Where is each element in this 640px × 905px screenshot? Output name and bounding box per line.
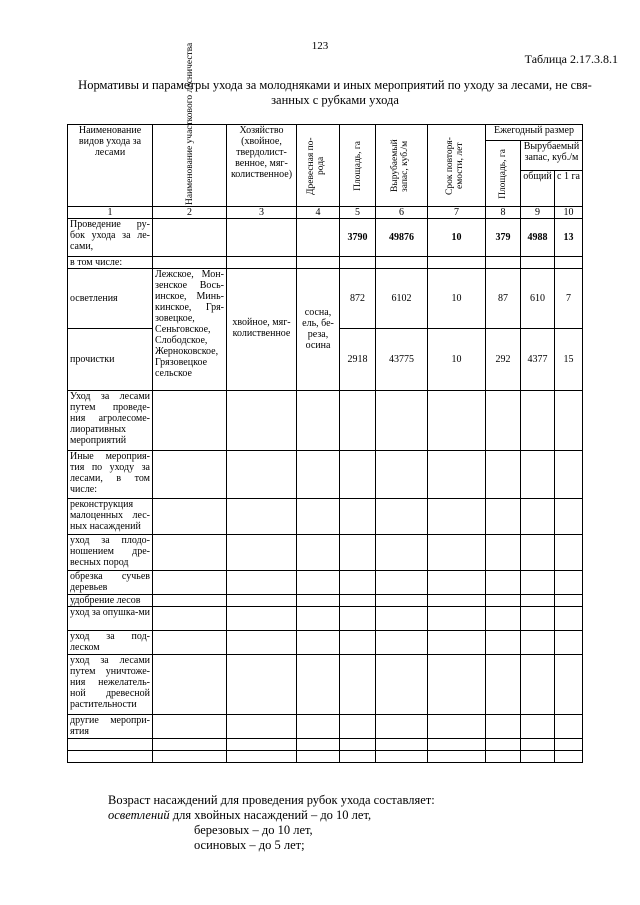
- cell-period: 10: [428, 329, 486, 391]
- cell-yearly-area: 87: [486, 269, 521, 329]
- cell-area: 872: [340, 269, 376, 329]
- cell-yearly-area: 292: [486, 329, 521, 391]
- table-row: [68, 751, 583, 763]
- row-name: удобрение лесов: [68, 595, 153, 607]
- row-name: прочистки: [68, 329, 153, 391]
- header-col8: Площадь, га: [498, 148, 508, 199]
- household-cell: хвойное, мяг-колиственное: [227, 269, 297, 391]
- table-row: [68, 607, 583, 631]
- table-title: [70, 78, 600, 108]
- table-row: [68, 535, 583, 571]
- colnum-9: 9: [521, 207, 555, 219]
- row-name: Уход за лесами путем проведе-ния агролесоме-лиоративных мероприятий: [68, 391, 153, 451]
- cell-yearly-total: 4377: [521, 329, 555, 391]
- table-row: [68, 257, 583, 269]
- row-name: реконструкция малоценных лес-ных насаждений: [68, 499, 153, 535]
- row-name: уход за опушка-ми: [68, 607, 153, 631]
- footer-italic-term: осветлений: [108, 808, 170, 822]
- table-row: [68, 739, 583, 751]
- colnum-8: 8: [486, 207, 521, 219]
- table-row: [68, 219, 583, 257]
- footer-line-2: [108, 808, 435, 823]
- cell-period: 10: [428, 269, 486, 329]
- cell-yearly-area: 379: [486, 219, 521, 257]
- table-row: [68, 391, 583, 451]
- cell-yearly-per-ha: 15: [555, 329, 583, 391]
- header-col1: Наименование видов ухода за лесами: [68, 125, 153, 207]
- cell-yearly-total: 610: [521, 269, 555, 329]
- row-name: уход за лесами путем уничтоже-ния нежелатель-ной древесной растительности: [68, 655, 153, 715]
- table-row: [68, 655, 583, 715]
- cell-stock: 49876: [376, 219, 428, 257]
- forestries-cell: Лежское, Мон-зенское Вось-инское, Минь-кинское, Гря-зовецкое, Сеньговское, Слободское, Жерноковское, Грязовецкое сельское: [153, 269, 227, 391]
- table-row: [68, 451, 583, 499]
- title-line-1: Нормативы и параметры ухода за молодняками и иных мероприятий по уходу за лесами, не свя-: [78, 78, 592, 92]
- header-col9: общий: [521, 171, 555, 207]
- header-annual: Ежегодный размер: [486, 125, 583, 141]
- colnum-2: 2: [153, 207, 227, 219]
- table-row: [68, 595, 583, 607]
- header-col6: Вырубаемый запас, куб./м: [389, 139, 410, 192]
- colnum-10: 10: [555, 207, 583, 219]
- colnum-5: 5: [340, 207, 376, 219]
- cell-area: 3790: [340, 219, 376, 257]
- colnum-3: 3: [227, 207, 297, 219]
- row-name: осветления: [68, 269, 153, 329]
- table-number: Таблица 2.17.3.8.1: [524, 52, 618, 66]
- header-col7: Срок повторя-емости, лет: [444, 136, 465, 195]
- table-row: [68, 571, 583, 595]
- header-col2: Наименование участкового лесничества: [184, 42, 195, 205]
- footer-line-2-rest: для хвойных насаждений – до 10 лет,: [169, 808, 372, 822]
- footer-line-3: березовых – до 10 лет,: [194, 823, 313, 837]
- colnum-7: 7: [428, 207, 486, 219]
- page-number: 123: [311, 40, 329, 52]
- cell-stock: 6102: [376, 269, 428, 329]
- cell-yearly-total: 4988: [521, 219, 555, 257]
- colnum-1: 1: [68, 207, 153, 219]
- cell-yearly-per-ha: 7: [555, 269, 583, 329]
- row-name: уход за плодо-ношением дре-весных пород: [68, 535, 153, 571]
- row-name: обрезка сучьев деревьев: [68, 571, 153, 595]
- cell-yearly-per-ha: 13: [555, 219, 583, 257]
- table-row: [68, 499, 583, 535]
- cell-area: 2918: [340, 329, 376, 391]
- row-name: уход за под-леском: [68, 631, 153, 655]
- row-name: другие меропри-ятия: [68, 715, 153, 739]
- title-line-2: занных с рубками ухода: [271, 93, 399, 107]
- table-row: [68, 631, 583, 655]
- footer-line-1: Возраст насаждений для проведения рубок ухода составляет:: [108, 793, 435, 807]
- footer-line-4: осиновых – до 5 лет;: [194, 838, 305, 852]
- species-cell: сосна, ель, бе-реза, осина: [297, 269, 340, 391]
- colnum-6: 6: [376, 207, 428, 219]
- header-col4: Древесная по-рода: [306, 136, 326, 195]
- table-row: [68, 715, 583, 739]
- footer-note: [108, 793, 435, 853]
- table-row: [68, 269, 583, 329]
- row-name: Проведение ру-бок ухода за ле-сами,: [68, 219, 153, 257]
- header-col3: Хозяйство (хвойное, твердолист-венное, мяг-колиственное): [227, 125, 297, 207]
- row-name: в том числе:: [68, 257, 153, 269]
- colnum-4: 4: [297, 207, 340, 219]
- cell-period: 10: [428, 219, 486, 257]
- row-name: Иные мероприя-тия по уходу за лесами, в том числе:: [68, 451, 153, 499]
- cell-stock: 43775: [376, 329, 428, 391]
- header-col5: Площадь, га: [352, 140, 363, 191]
- header-vyrub: Вырубаемый запас, куб./м: [521, 141, 583, 171]
- header-col10: с 1 га: [555, 171, 583, 207]
